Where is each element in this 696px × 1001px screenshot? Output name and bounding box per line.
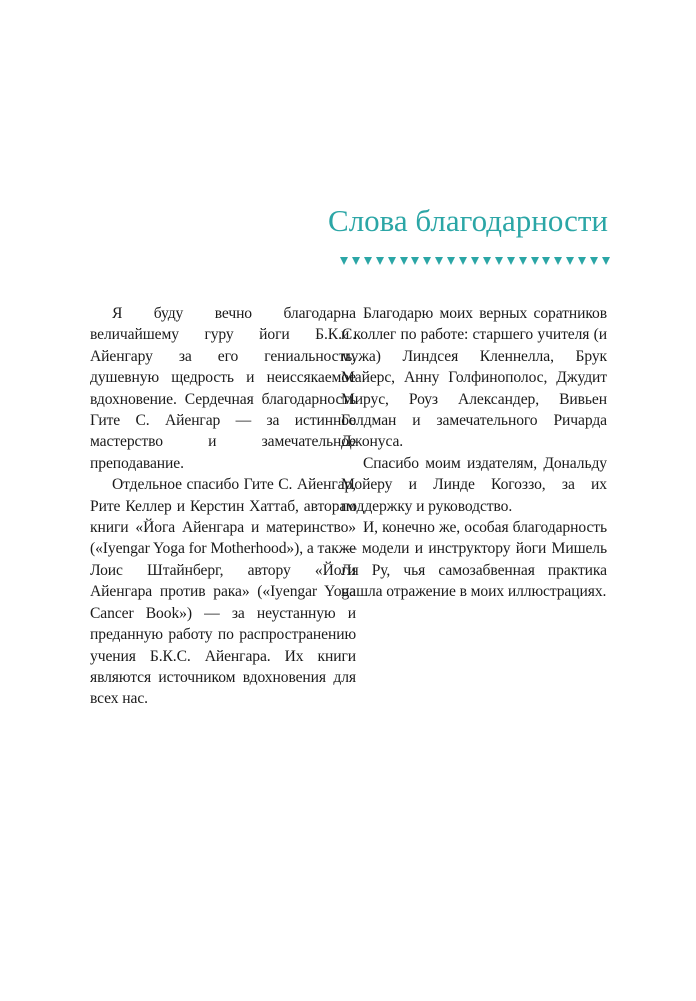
triangle-icon: [388, 257, 396, 265]
body-paragraph: Я буду вечно благодарна величайшему гуру йоги Б.К.С. Айенгару за его гениальность, душевную щедрость и неиссякаемое вдохновение. Сердечная благодарность Гите С. Айенгар — за истинное мастерство и замечательное преподавание.: [90, 305, 356, 472]
page-title: Слова благодарности: [328, 203, 608, 238]
triangle-icon: [352, 257, 360, 265]
triangle-icon: [495, 257, 503, 265]
triangle-icon: [542, 257, 550, 265]
triangle-icon: [519, 257, 527, 265]
triangle-icon: [531, 257, 539, 265]
triangle-icon: [411, 257, 419, 265]
triangle-icon: [364, 257, 372, 265]
triangle-icon: [400, 257, 408, 265]
triangle-icon: [566, 257, 574, 265]
triangle-icon: [423, 257, 431, 265]
body-paragraph: И, конечно же, особая благодарность — модели и инструктору йоги Мишель Ля Ру, чья самозабвенная практика нашла отражение в моих иллюстрациях.: [341, 519, 607, 601]
triangle-icon: [483, 257, 491, 265]
right-text-column: [341, 303, 607, 603]
triangle-icon: [376, 257, 384, 265]
left-text-column: [90, 303, 356, 710]
triangle-ornament-divider: [340, 257, 610, 267]
triangle-icon: [602, 257, 610, 265]
triangle-icon: [578, 257, 586, 265]
triangle-icon: [554, 257, 562, 265]
triangle-icon: [471, 257, 479, 265]
triangle-icon: [447, 257, 455, 265]
body-paragraph: Спасибо моим издателям, Дональду Мойеру и Линде Когоззо, за их поддержку и руководство.: [341, 454, 607, 515]
triangle-icon: [590, 257, 598, 265]
body-paragraph: Благодарю моих верных соратников и коллег по работе: старшего учителя (и мужа) Линдсея Кленнелла, Брук Майерс, Анну Голфинополос, Джудит Мирус, Роуз Александер, Вивьен Голдман и замечательного Ричарда Джонуса.: [341, 305, 607, 451]
body-paragraph: Отдельное спасибо Гите С. Айенгар, Рите Келлер и Керстин Хаттаб, авторам книги «Йога Айенгара и материнство» («Iyengar Yoga for Motherhood»), а также Лоис Штайнберг, автору «Йоги Айенгара против рака» («Iyengar Yoga Cancer Book») — за неустанную и преданную работу по распространению учения Б.К.С. Айенгара. Их книги являются источником вдохновения для всех нас.: [90, 476, 356, 708]
triangle-icon: [507, 257, 515, 265]
triangle-icon: [435, 257, 443, 265]
triangle-icon: [459, 257, 467, 265]
triangle-icon: [340, 257, 348, 265]
